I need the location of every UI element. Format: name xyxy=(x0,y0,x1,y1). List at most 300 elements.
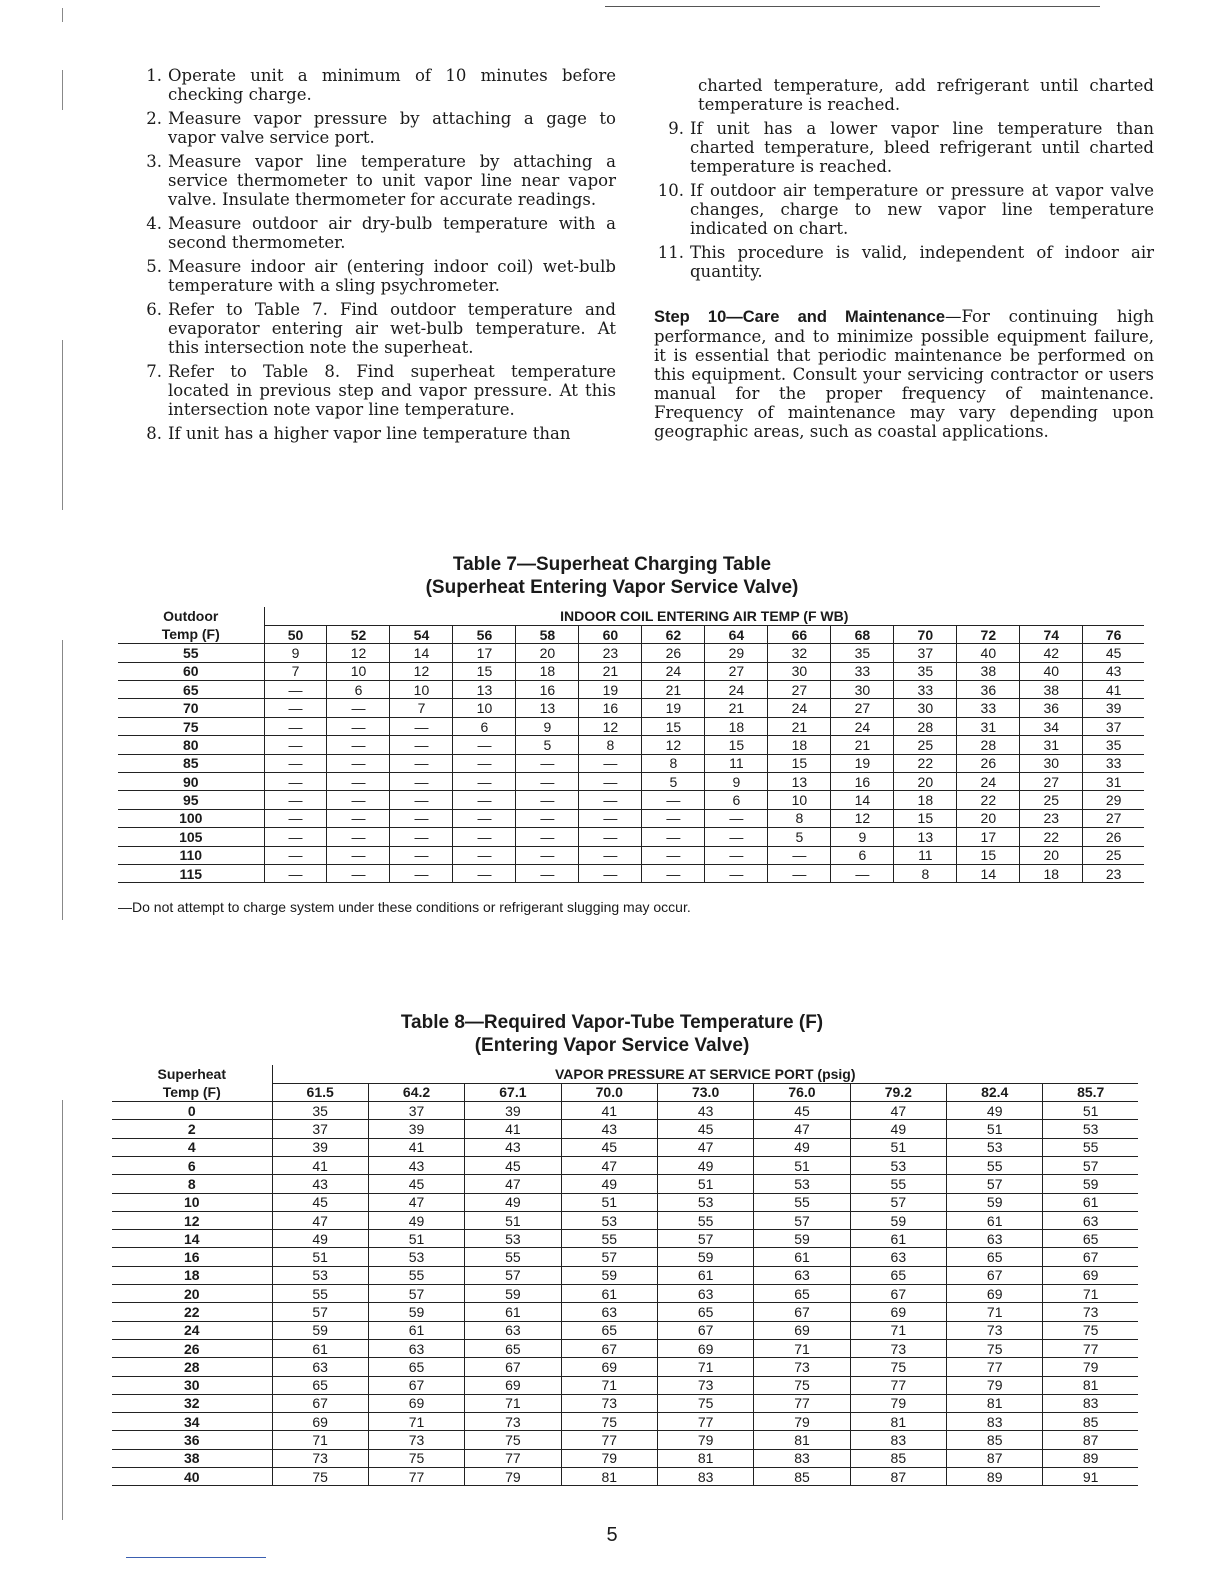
table-cell: 35 xyxy=(272,1102,368,1120)
table-cell: 47 xyxy=(272,1211,368,1229)
table-cell: 73 xyxy=(1043,1303,1138,1321)
table-cell: 6 xyxy=(705,791,768,809)
table-cell: — xyxy=(579,846,642,864)
table-cell: 45 xyxy=(465,1156,561,1174)
table-cell: — xyxy=(642,809,705,827)
table-cell: 57 xyxy=(754,1211,850,1229)
table-row xyxy=(118,699,1144,717)
table-row xyxy=(112,1358,1138,1376)
table-cell: 26 xyxy=(642,644,705,662)
table-cell: 33 xyxy=(1083,754,1144,772)
table-cell: 12 xyxy=(831,809,894,827)
table-cell: — xyxy=(390,754,453,772)
table-cell: 25 xyxy=(1020,791,1083,809)
table-cell: 71 xyxy=(465,1394,561,1412)
row-label: 34 xyxy=(183,1413,200,1430)
table-cell: 83 xyxy=(850,1431,946,1449)
table-cell: 57 xyxy=(465,1266,561,1284)
table-row xyxy=(118,644,1144,662)
table-cell: 61 xyxy=(368,1321,464,1339)
table-cell: 57 xyxy=(272,1303,368,1321)
table-cell: — xyxy=(831,864,894,882)
table-cell: 55 xyxy=(368,1266,464,1284)
table-cell: 69 xyxy=(850,1303,946,1321)
table-cell: 27 xyxy=(705,662,768,680)
table-cell: 49 xyxy=(368,1211,464,1229)
table-cell: — xyxy=(390,791,453,809)
table-cell: 30 xyxy=(894,699,957,717)
row-label: 55 xyxy=(182,644,199,661)
procedure-step xyxy=(654,119,1154,176)
table-cell: — xyxy=(264,736,327,754)
table-cell: 13 xyxy=(516,699,579,717)
procedure-step xyxy=(132,424,616,443)
table-cell: 21 xyxy=(642,681,705,699)
row-label: 115 xyxy=(179,865,203,882)
table-cell: 9 xyxy=(264,644,327,662)
table-cell: 15 xyxy=(894,809,957,827)
table-cell: 87 xyxy=(947,1449,1043,1467)
table-cell: 49 xyxy=(947,1102,1043,1120)
table-cell: — xyxy=(390,717,453,735)
table-cell: 35 xyxy=(831,644,894,662)
table-cell: 29 xyxy=(1083,791,1144,809)
table-cell: 71 xyxy=(850,1321,946,1339)
procedure-step xyxy=(132,300,616,357)
table-row xyxy=(112,1285,1138,1303)
column-header: 82.4 xyxy=(947,1083,1043,1101)
table-row xyxy=(112,1248,1138,1266)
table-cell: 27 xyxy=(831,699,894,717)
table-cell: 75 xyxy=(272,1468,368,1486)
table-cell: — xyxy=(327,717,390,735)
row-label: 40 xyxy=(183,1468,200,1485)
procedure-step xyxy=(654,181,1154,238)
table-cell: 63 xyxy=(1043,1211,1138,1229)
table-cell: 8 xyxy=(894,864,957,882)
table-cell: 17 xyxy=(453,644,516,662)
table-row xyxy=(112,1266,1138,1284)
table8-subtitle: (Entering Vapor Service Valve) xyxy=(474,1035,750,1056)
column-header: 66 xyxy=(768,625,831,643)
table-cell: 18 xyxy=(1020,864,1083,882)
table-cell: 41 xyxy=(272,1156,368,1174)
margin-mark xyxy=(62,8,63,22)
table-cell: 63 xyxy=(368,1339,464,1357)
column-header: 67.1 xyxy=(465,1083,561,1101)
table-cell: 10 xyxy=(768,791,831,809)
table-cell: 65 xyxy=(754,1285,850,1303)
column-group-header: VAPOR PRESSURE AT SERVICE PORT (psig) xyxy=(272,1065,1138,1083)
table-cell: 5 xyxy=(768,828,831,846)
table-cell: 65 xyxy=(272,1376,368,1394)
table-cell: 24 xyxy=(705,681,768,699)
table-cell: 27 xyxy=(1083,809,1144,827)
table-cell: 12 xyxy=(642,736,705,754)
table8-caption xyxy=(0,1011,1224,1057)
column-header: 73.0 xyxy=(657,1083,753,1101)
table-cell: 24 xyxy=(831,717,894,735)
column-header: 50 xyxy=(264,625,327,643)
table-cell: 69 xyxy=(368,1394,464,1412)
table-cell: 67 xyxy=(561,1339,657,1357)
table-cell: 51 xyxy=(754,1156,850,1174)
table-cell: 63 xyxy=(754,1266,850,1284)
table-row xyxy=(118,754,1144,772)
table-cell: 79 xyxy=(465,1468,561,1486)
table-cell: — xyxy=(390,736,453,754)
procedure-steps-right xyxy=(654,119,1154,281)
table-cell: 35 xyxy=(1083,736,1144,754)
table-cell: 73 xyxy=(754,1358,850,1376)
table-cell: 69 xyxy=(1043,1266,1138,1284)
table-cell: 51 xyxy=(657,1175,753,1193)
table-cell: 79 xyxy=(657,1431,753,1449)
table-cell: 61 xyxy=(947,1211,1043,1229)
table-cell: 30 xyxy=(1020,754,1083,772)
table-cell: 59 xyxy=(368,1303,464,1321)
table-cell: 57 xyxy=(1043,1156,1138,1174)
table-cell: 75 xyxy=(1043,1321,1138,1339)
table-cell: — xyxy=(327,699,390,717)
table-cell: 51 xyxy=(947,1120,1043,1138)
table-cell: 85 xyxy=(754,1468,850,1486)
table-cell: 77 xyxy=(1043,1339,1138,1357)
table-cell: 45 xyxy=(657,1120,753,1138)
table-cell: — xyxy=(579,754,642,772)
table-cell: 37 xyxy=(1083,717,1144,735)
step-number: 10. xyxy=(657,181,684,200)
table-cell: 67 xyxy=(272,1394,368,1412)
table-row xyxy=(112,1102,1138,1120)
row-label: 30 xyxy=(183,1377,200,1394)
table-cell: 89 xyxy=(1043,1449,1138,1467)
table-cell: 55 xyxy=(754,1193,850,1211)
table-cell: 67 xyxy=(465,1358,561,1376)
procedure-step xyxy=(654,243,1154,281)
table-cell: 13 xyxy=(453,681,516,699)
table-cell: 51 xyxy=(561,1193,657,1211)
table-cell: 77 xyxy=(368,1468,464,1486)
table-cell: 75 xyxy=(368,1449,464,1467)
table-cell: — xyxy=(264,809,327,827)
table-cell: — xyxy=(453,864,516,882)
table-cell: 69 xyxy=(465,1376,561,1394)
table-cell: 41 xyxy=(1083,681,1144,699)
table-cell: 41 xyxy=(368,1138,464,1156)
row-label: 95 xyxy=(182,792,199,809)
table-cell: 69 xyxy=(947,1285,1043,1303)
table-cell: — xyxy=(516,809,579,827)
table-cell: 36 xyxy=(1020,699,1083,717)
table-cell: 30 xyxy=(831,681,894,699)
table-cell: 63 xyxy=(272,1358,368,1376)
table-cell: — xyxy=(768,864,831,882)
table-cell: 79 xyxy=(561,1449,657,1467)
table-cell: 61 xyxy=(561,1285,657,1303)
table-cell: 59 xyxy=(754,1230,850,1248)
table-cell: 47 xyxy=(368,1193,464,1211)
table-cell: 14 xyxy=(831,791,894,809)
table-cell: — xyxy=(516,864,579,882)
table8-title: Table 8—Required Vapor-Tube Temperature (F) xyxy=(400,1012,824,1033)
table-cell: — xyxy=(327,791,390,809)
table-cell: 69 xyxy=(754,1321,850,1339)
row-label: 36 xyxy=(183,1432,200,1449)
table-cell: 75 xyxy=(947,1339,1043,1357)
procedure-step xyxy=(132,257,616,295)
procedure-step xyxy=(132,152,616,209)
table-cell: — xyxy=(264,717,327,735)
column-header: 54 xyxy=(390,625,453,643)
table-cell: 16 xyxy=(579,699,642,717)
table-row xyxy=(112,1394,1138,1412)
table7-title: Table 7—Superheat Charging Table xyxy=(452,554,772,575)
table-cell: — xyxy=(264,828,327,846)
table7-note: —Do not attempt to charge system under these conditions or refrigerant slugging may occur. xyxy=(118,899,691,915)
table-cell: 87 xyxy=(1043,1431,1138,1449)
table-cell: 77 xyxy=(947,1358,1043,1376)
table-cell: 81 xyxy=(754,1431,850,1449)
table-cell: — xyxy=(453,828,516,846)
step-number: 5. xyxy=(146,257,162,276)
table-cell: 71 xyxy=(561,1376,657,1394)
table-cell: — xyxy=(642,846,705,864)
table-cell: 57 xyxy=(368,1285,464,1303)
step-text: Refer to Table 7. Find outdoor temperature and evaporator entering air wet-bulb temperature. At this intersection note the superheat. xyxy=(168,300,616,357)
table-cell: 59 xyxy=(561,1266,657,1284)
table-cell: 47 xyxy=(754,1120,850,1138)
table-cell: 51 xyxy=(850,1138,946,1156)
step-text: Measure outdoor air dry-bulb temperature with a second thermometer. xyxy=(168,214,616,252)
column-header: 64.2 xyxy=(368,1083,464,1101)
table-cell: 91 xyxy=(1043,1468,1138,1486)
table-cell: 81 xyxy=(850,1413,946,1431)
table-row xyxy=(112,1230,1138,1248)
table-row xyxy=(112,1211,1138,1229)
table-cell: 75 xyxy=(657,1394,753,1412)
table-cell: 59 xyxy=(272,1321,368,1339)
table-cell: 79 xyxy=(1043,1358,1138,1376)
table-cell: 75 xyxy=(561,1413,657,1431)
table-cell: 71 xyxy=(657,1358,753,1376)
table-cell: 63 xyxy=(465,1321,561,1339)
table-cell: 67 xyxy=(947,1266,1043,1284)
table-cell: — xyxy=(264,699,327,717)
table-cell: 59 xyxy=(947,1193,1043,1211)
table-cell: 13 xyxy=(894,828,957,846)
row-label: 70 xyxy=(182,700,199,717)
column-header: 52 xyxy=(327,625,390,643)
row-label: 28 xyxy=(183,1358,200,1375)
table-cell: 73 xyxy=(657,1376,753,1394)
table-row xyxy=(118,864,1144,882)
table-cell: 71 xyxy=(272,1431,368,1449)
row-label: 26 xyxy=(183,1340,200,1357)
table-cell: — xyxy=(327,809,390,827)
table-cell: 67 xyxy=(754,1303,850,1321)
table-cell: — xyxy=(516,754,579,772)
table-cell: 43 xyxy=(1083,662,1144,680)
table-row xyxy=(118,681,1144,699)
row-header-label: Superheat xyxy=(157,1066,226,1083)
table-cell: 89 xyxy=(947,1468,1043,1486)
row-label: 75 xyxy=(182,718,199,735)
table-row xyxy=(118,736,1144,754)
table-cell: 65 xyxy=(1043,1230,1138,1248)
table-cell: 19 xyxy=(831,754,894,772)
table-cell: 21 xyxy=(579,662,642,680)
table-cell: 59 xyxy=(465,1285,561,1303)
table-cell: 67 xyxy=(1043,1248,1138,1266)
step-number: 4. xyxy=(146,214,162,233)
table-cell: 6 xyxy=(327,681,390,699)
table-cell: 31 xyxy=(957,717,1020,735)
table-cell: 55 xyxy=(657,1211,753,1229)
table-cell: 25 xyxy=(1083,846,1144,864)
table-cell: 39 xyxy=(272,1138,368,1156)
table-cell: — xyxy=(453,754,516,772)
table-cell: — xyxy=(390,846,453,864)
table-cell: 47 xyxy=(657,1138,753,1156)
table-cell: 63 xyxy=(561,1303,657,1321)
table-row xyxy=(118,662,1144,680)
table-cell: 61 xyxy=(657,1266,753,1284)
table-cell: — xyxy=(390,828,453,846)
table-cell: 61 xyxy=(465,1303,561,1321)
table-cell: 49 xyxy=(465,1193,561,1211)
table-cell: 65 xyxy=(850,1266,946,1284)
table-cell: 19 xyxy=(642,699,705,717)
table-cell: 20 xyxy=(957,809,1020,827)
table-row xyxy=(118,828,1144,846)
table-cell: 29 xyxy=(705,644,768,662)
table-cell: 87 xyxy=(850,1468,946,1486)
step-number: 8. xyxy=(146,424,162,443)
table-cell: — xyxy=(264,846,327,864)
table-cell: 28 xyxy=(894,717,957,735)
row-label: 6 xyxy=(187,1157,196,1174)
step-text: Refer to Table 8. Find superheat temperature located in previous step and vapor pressure. At this intersection note vapor line temperature. xyxy=(168,362,616,419)
table-cell: 73 xyxy=(561,1394,657,1412)
table-cell: 49 xyxy=(850,1120,946,1138)
row-label: 0 xyxy=(187,1102,196,1119)
table-cell: 53 xyxy=(850,1156,946,1174)
row-label: 60 xyxy=(182,663,199,680)
table-cell: 37 xyxy=(368,1102,464,1120)
table-cell: 67 xyxy=(368,1376,464,1394)
table-row xyxy=(112,1449,1138,1467)
table-cell: 73 xyxy=(272,1449,368,1467)
table-cell: 7 xyxy=(390,699,453,717)
table-cell: 45 xyxy=(272,1193,368,1211)
table-cell: 12 xyxy=(327,644,390,662)
table-cell: — xyxy=(579,864,642,882)
table-cell: — xyxy=(453,791,516,809)
table-cell: 45 xyxy=(368,1175,464,1193)
table-cell: 53 xyxy=(561,1211,657,1229)
table-cell: — xyxy=(390,864,453,882)
table-cell: 59 xyxy=(657,1248,753,1266)
table-cell: 77 xyxy=(657,1413,753,1431)
table-cell: 53 xyxy=(272,1266,368,1284)
table-cell: 51 xyxy=(465,1211,561,1229)
table-cell: — xyxy=(327,846,390,864)
table-cell: — xyxy=(453,809,516,827)
table-cell: 79 xyxy=(947,1376,1043,1394)
procedure-step xyxy=(132,109,616,147)
table-cell: 53 xyxy=(1043,1120,1138,1138)
table-cell: 57 xyxy=(561,1248,657,1266)
column-header: 68 xyxy=(831,625,894,643)
table-cell: 71 xyxy=(947,1303,1043,1321)
table-cell: — xyxy=(516,828,579,846)
table-row xyxy=(112,1120,1138,1138)
table-cell: 83 xyxy=(754,1449,850,1467)
table-cell: 45 xyxy=(1083,644,1144,662)
care-maintenance-heading: Step 10—Care and Maintenance xyxy=(654,308,945,326)
table-cell: 6 xyxy=(831,846,894,864)
table-cell: 16 xyxy=(831,773,894,791)
table-cell: 43 xyxy=(561,1120,657,1138)
table-cell: 63 xyxy=(850,1248,946,1266)
page-number: 5 xyxy=(606,1524,618,1546)
table-cell: 40 xyxy=(1020,662,1083,680)
table-cell: 77 xyxy=(465,1449,561,1467)
procedure-step xyxy=(132,362,616,419)
table-cell: — xyxy=(327,754,390,772)
table-cell: 8 xyxy=(579,736,642,754)
table-cell: 25 xyxy=(894,736,957,754)
table-cell: — xyxy=(579,809,642,827)
table-cell: 37 xyxy=(894,644,957,662)
table-cell: 53 xyxy=(947,1138,1043,1156)
table-cell: 13 xyxy=(768,773,831,791)
table-cell: 83 xyxy=(657,1468,753,1486)
table-cell: 53 xyxy=(465,1230,561,1248)
table-cell: 27 xyxy=(768,681,831,699)
table-cell: 12 xyxy=(579,717,642,735)
table-cell: 17 xyxy=(957,828,1020,846)
row-label: 22 xyxy=(183,1304,200,1320)
table-cell: 69 xyxy=(657,1339,753,1357)
table-cell: — xyxy=(516,773,579,791)
table-cell: — xyxy=(327,736,390,754)
table-cell: — xyxy=(327,773,390,791)
table-cell: 20 xyxy=(1020,846,1083,864)
table-cell: 85 xyxy=(850,1449,946,1467)
table7-superheat-charging xyxy=(118,607,1144,883)
table-row xyxy=(118,717,1144,735)
table-cell: 85 xyxy=(1043,1413,1138,1431)
table-cell: 15 xyxy=(705,736,768,754)
table-cell: 10 xyxy=(327,662,390,680)
table-cell: 55 xyxy=(465,1248,561,1266)
table-cell: 73 xyxy=(850,1339,946,1357)
table8-vapor-tube-temperature xyxy=(112,1065,1138,1486)
table-cell: 47 xyxy=(465,1175,561,1193)
procedure-step xyxy=(132,214,616,252)
table-cell: — xyxy=(705,846,768,864)
table-cell: 35 xyxy=(894,662,957,680)
table-cell: 71 xyxy=(754,1339,850,1357)
table-cell: 77 xyxy=(561,1431,657,1449)
table-cell: 63 xyxy=(947,1230,1043,1248)
table-cell: 69 xyxy=(561,1358,657,1376)
table-cell: 15 xyxy=(768,754,831,772)
left-column xyxy=(132,66,616,448)
table-cell: 53 xyxy=(368,1248,464,1266)
